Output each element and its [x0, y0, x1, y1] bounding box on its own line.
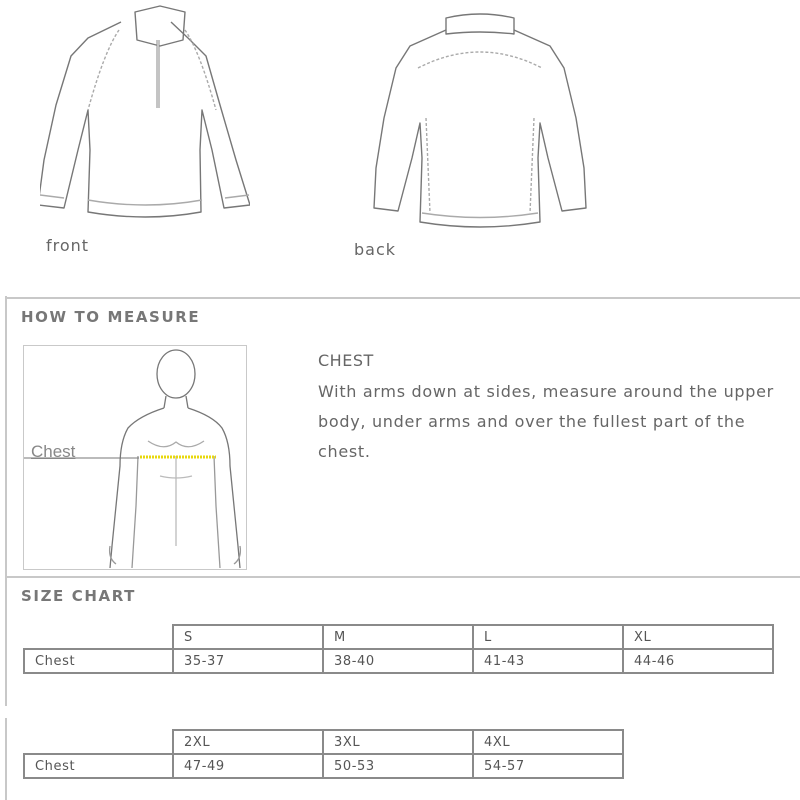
chest-value-2xl: 47-49	[173, 754, 323, 778]
front-label: front	[46, 236, 90, 255]
chest-value-xl: 44-46	[623, 649, 773, 673]
size-chart-table-2	[23, 729, 624, 779]
row-label-chest: Chest	[24, 649, 173, 673]
chest-value-3xl: 50-53	[323, 754, 473, 778]
size-header-3xl: 3XL	[323, 730, 473, 754]
chest-value-4xl: 54-57	[473, 754, 623, 778]
size-header-4xl: 4XL	[473, 730, 623, 754]
chest-figure-label: Chest	[31, 442, 76, 461]
chest-section-title: CHEST	[318, 351, 374, 370]
row-label-chest: Chest	[24, 754, 173, 778]
chest-measure-description: With arms down at sides, measure around the upper body, under arms and over the fullest part of the chest.	[318, 382, 774, 461]
back-label: back	[354, 240, 397, 259]
left-divider-upper	[5, 296, 7, 706]
size-chart-heading: SIZE CHART	[21, 587, 137, 605]
chest-value-s: 35-37	[173, 649, 323, 673]
how-to-measure-rule	[6, 297, 800, 299]
how-to-measure-heading: HOW TO MEASURE	[21, 308, 201, 326]
measure-figure-box	[23, 345, 247, 570]
size-chart-table-1	[23, 624, 774, 674]
size-header-s: S	[173, 625, 323, 649]
table-corner-cell	[24, 625, 173, 649]
jacket-back-illustration	[370, 8, 590, 233]
chest-value-m: 38-40	[323, 649, 473, 673]
size-header-xl: XL	[623, 625, 773, 649]
jacket-front-illustration	[40, 0, 250, 230]
size-header-2xl: 2XL	[173, 730, 323, 754]
size-chart-rule	[6, 576, 800, 578]
chest-value-l: 41-43	[473, 649, 623, 673]
size-header-l: L	[473, 625, 623, 649]
left-divider-lower	[5, 718, 7, 800]
size-header-m: M	[323, 625, 473, 649]
table-corner-cell	[24, 730, 173, 754]
